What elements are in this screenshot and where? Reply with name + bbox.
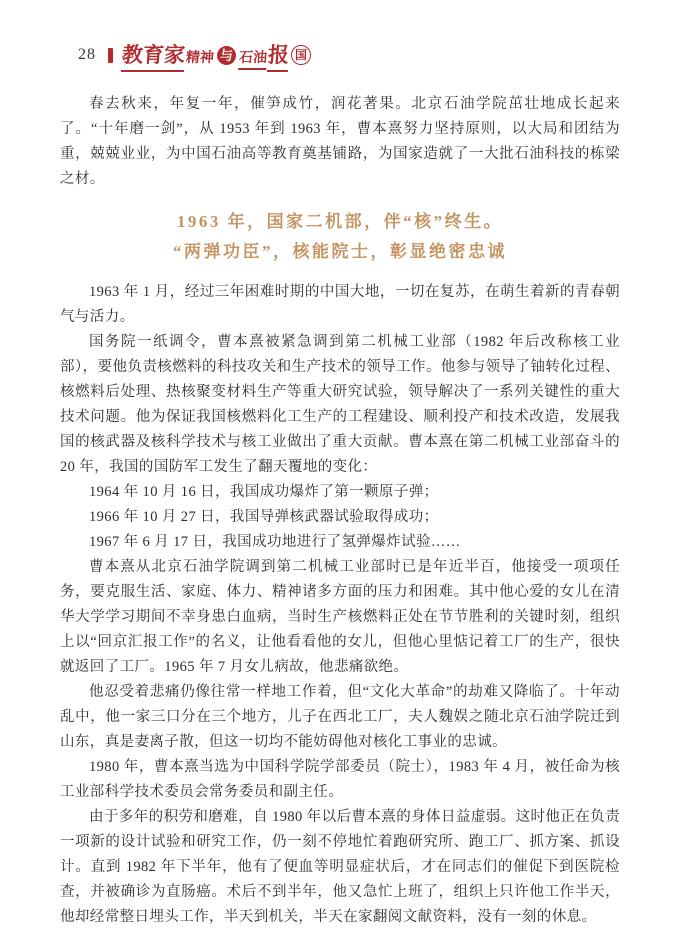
logo-text-jingshen: 精神 bbox=[185, 50, 215, 66]
paragraph-date-line: 1964 年 10 月 16 日，我国成功爆炸了第一颗原子弹； bbox=[89, 484, 439, 500]
logo-text-shiyou: 石油 bbox=[238, 47, 268, 70]
logo-text-jiaoyujia: 教育家 bbox=[121, 39, 186, 72]
paragraph: 曹本熹从北京石油学院调到第二机械工业部时已是年近半百，他接受一项项任务，要克服生活、家庭、体力、精神诸多方面的压力和困难。其中他心爱的女儿在清华大学学习期间不幸身患白血病，当时生产核燃料正处在节节胜利的关键时刻，组织上以“回京汇报工作”的名义，让他看看他的女儿，但他心里惦记着工厂的生产，很快就返回了工厂。1965 年 7 月女儿病故，他悲痛欲绝。 bbox=[60, 559, 620, 675]
logo-connector-yu-badge: 与 bbox=[217, 46, 236, 65]
paragraph: 1963 年 1 月，经过三年困难时期的中国大地，一切在复苏，在萌生着新的青春朝气与活力。 bbox=[60, 284, 620, 325]
section-heading-line-2: “两弹功臣”，核能院士，彰显绝密忠诚 bbox=[173, 242, 507, 261]
paragraph: 国务院一纸调令，曹本熹被紧急调到第二机械工业部（1982 年后改称核工业部），要他负责核燃料的科技攻关和生产技术的领导工作。他参与领导了铀转化过程、核燃料后处理、热核聚变材料生产等重大研究试验，领导解决了一系列关键性的重大技术问题。他为保证我国核燃料化工生产的工程建设、顺利投产和技术改造，发展我国的核武器及核科学技术与核工业做出了重大贡献。曹本熹在第二机械工业部奋斗的 20 年，我国的国防军工发生了翻天覆地的变化： bbox=[60, 334, 620, 475]
page-number: 28 bbox=[78, 46, 96, 63]
section-heading bbox=[60, 207, 620, 267]
paragraph-date-line: 1967 年 6 月 17 日，我国成功地进行了氢弹爆炸试验…… bbox=[89, 534, 461, 550]
paragraph: 他忍受着悲痛仍像往常一样地工作着，但“文化大革命”的劫难又降临了。十年动乱中，他一家三口分在三个地方，儿子在西北工厂，夫人魏娱之随北京石油学院迁到山东，真是妻离子散，但这一切均不能妨碍他对核化工事业的忠诚。 bbox=[60, 684, 620, 750]
paragraph: 1980 年，曹本熹当选为中国科学院学部委员（院士），1983 年 4 月，被任命为核工业部科学技术委员会常务委员和副主任。 bbox=[60, 759, 620, 800]
book-title-logo bbox=[122, 39, 311, 72]
header-divider-bar bbox=[108, 48, 113, 63]
page-body bbox=[0, 68, 680, 930]
paragraph-date-line: 1966 年 10 月 27 日，我国导弹核武器试验取得成功； bbox=[89, 509, 439, 525]
running-head bbox=[0, 0, 680, 68]
logo-text-bao: 报 bbox=[267, 39, 290, 72]
section-heading-line-1: 1963 年，国家二机部，伴“核”终生。 bbox=[176, 212, 504, 231]
paragraph: 由于多年的积劳和磨难，自 1980 年以后曹本熹的身体日益虚弱。这时他正在负责一项新的设计试验和研究工作，仍一刻不停地忙着跑研究所、跑工厂、抓方案、抓设计。直到 1982 年下半年，他有了便血等明显症状后，才在同志们的催促下到医院检查，并被确诊为直肠癌。术后不到半年，他又急忙上班了，组织上只许他工作半天，他却经常整日埋头工作，半天到机关，半天在家翻阅文献资料，没有一刻的休息。 bbox=[60, 809, 620, 925]
paragraph: 春去秋来，年复一年，催笋成竹，润花著果。北京石油学院茁壮地成长起来了。“十年磨一剑”，从 1953 年到 1963 年，曹本熹努力坚持原则，以大局和团结为重，兢兢业业，为中国石油高等教育奠基铺路，为国家造就了一大批石油科技的栋梁之材。 bbox=[60, 96, 620, 187]
logo-text-guo-badge: 国 bbox=[291, 45, 311, 65]
